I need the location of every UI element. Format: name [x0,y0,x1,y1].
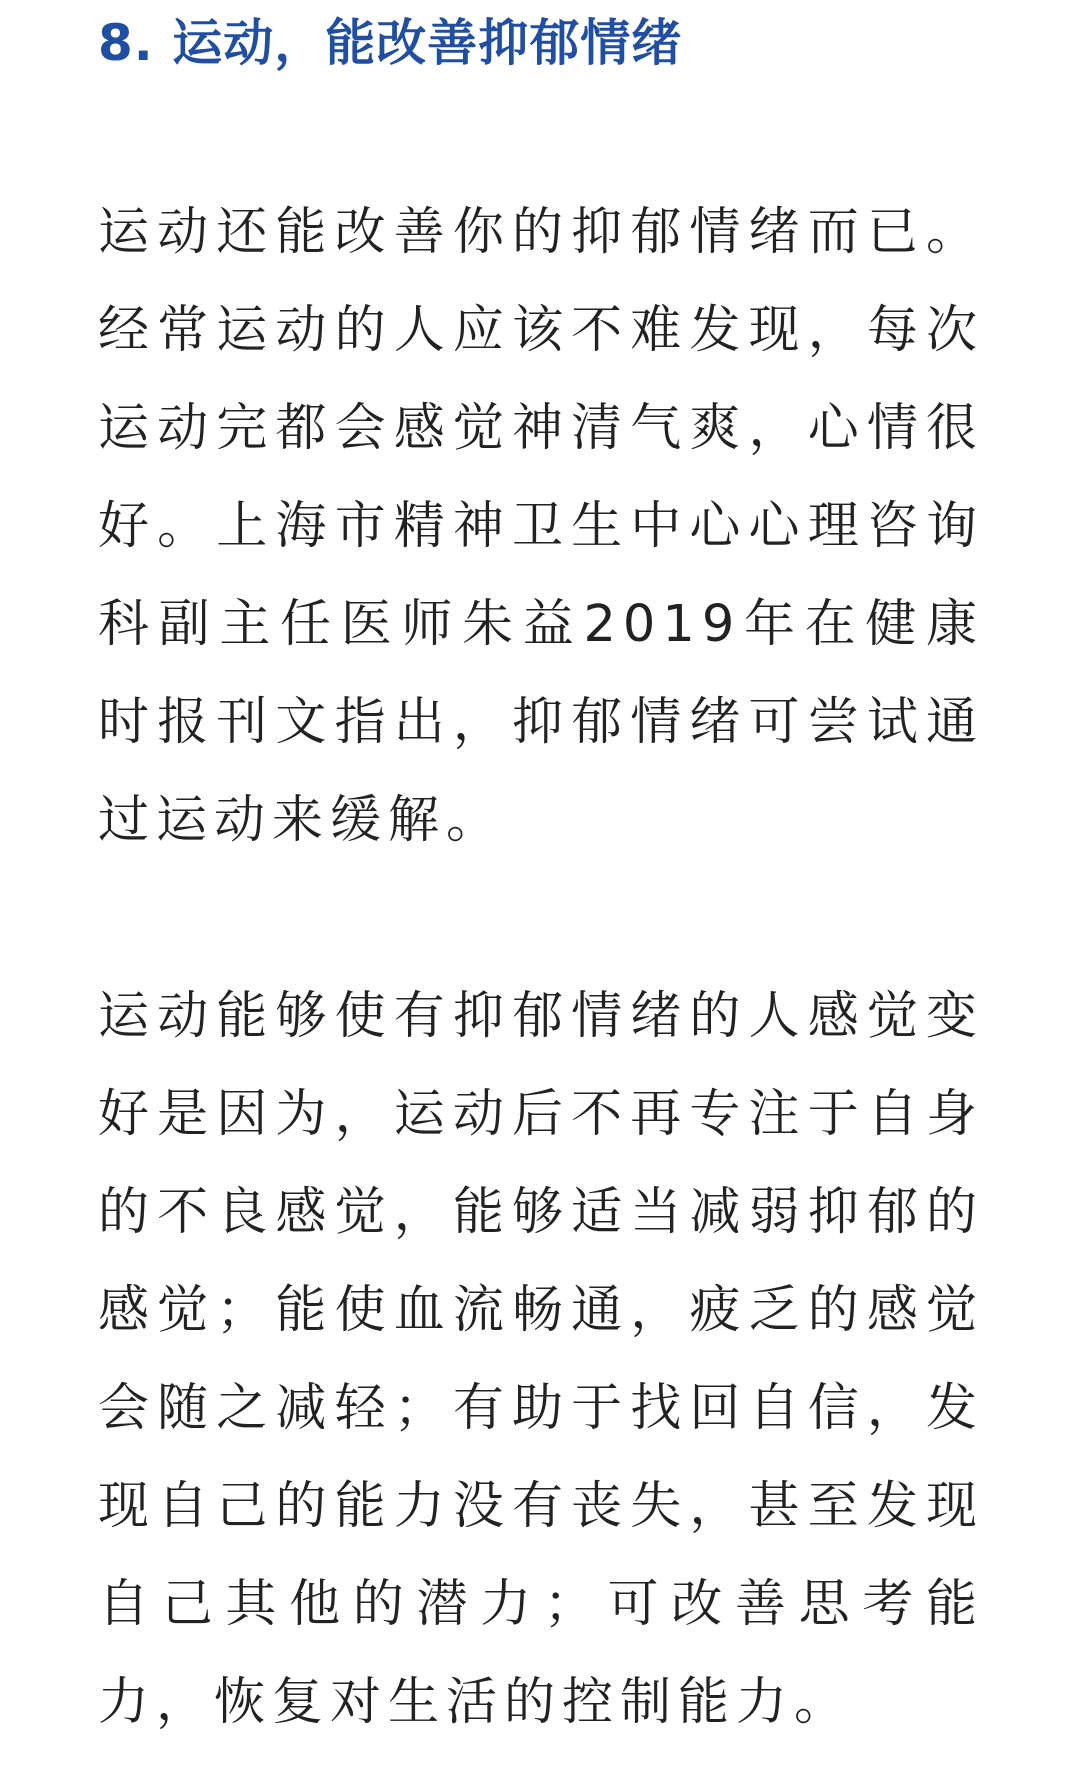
paragraph-2: 运动能够使有抑郁情绪的人感觉变好是因为，运动后不再专注于自身的不良感觉，能够适当减弱抑郁的感觉；能使血流畅通，疲乏的感觉会随之减轻；有助于找回自信，发现自己的能力没有丧失，甚至发现自己其他的潜力；可改善思考能力，恢复对生活的控制能力。 [98,987,984,1732]
section-heading: 8. 运动，能改善抑郁情绪 [98,14,683,72]
paragraph-1: 运动还能改善你的抑郁情绪而已。经常运动的人应该不难发现，每次运动完都会感觉神清气爽，心情很好。上海市精神卫生中心心理咨询科副主任医师朱益2019年在健康时报刊文指出，抑郁情绪可尝试通过运动来缓解。 [98,203,984,850]
article [98,0,984,1752]
